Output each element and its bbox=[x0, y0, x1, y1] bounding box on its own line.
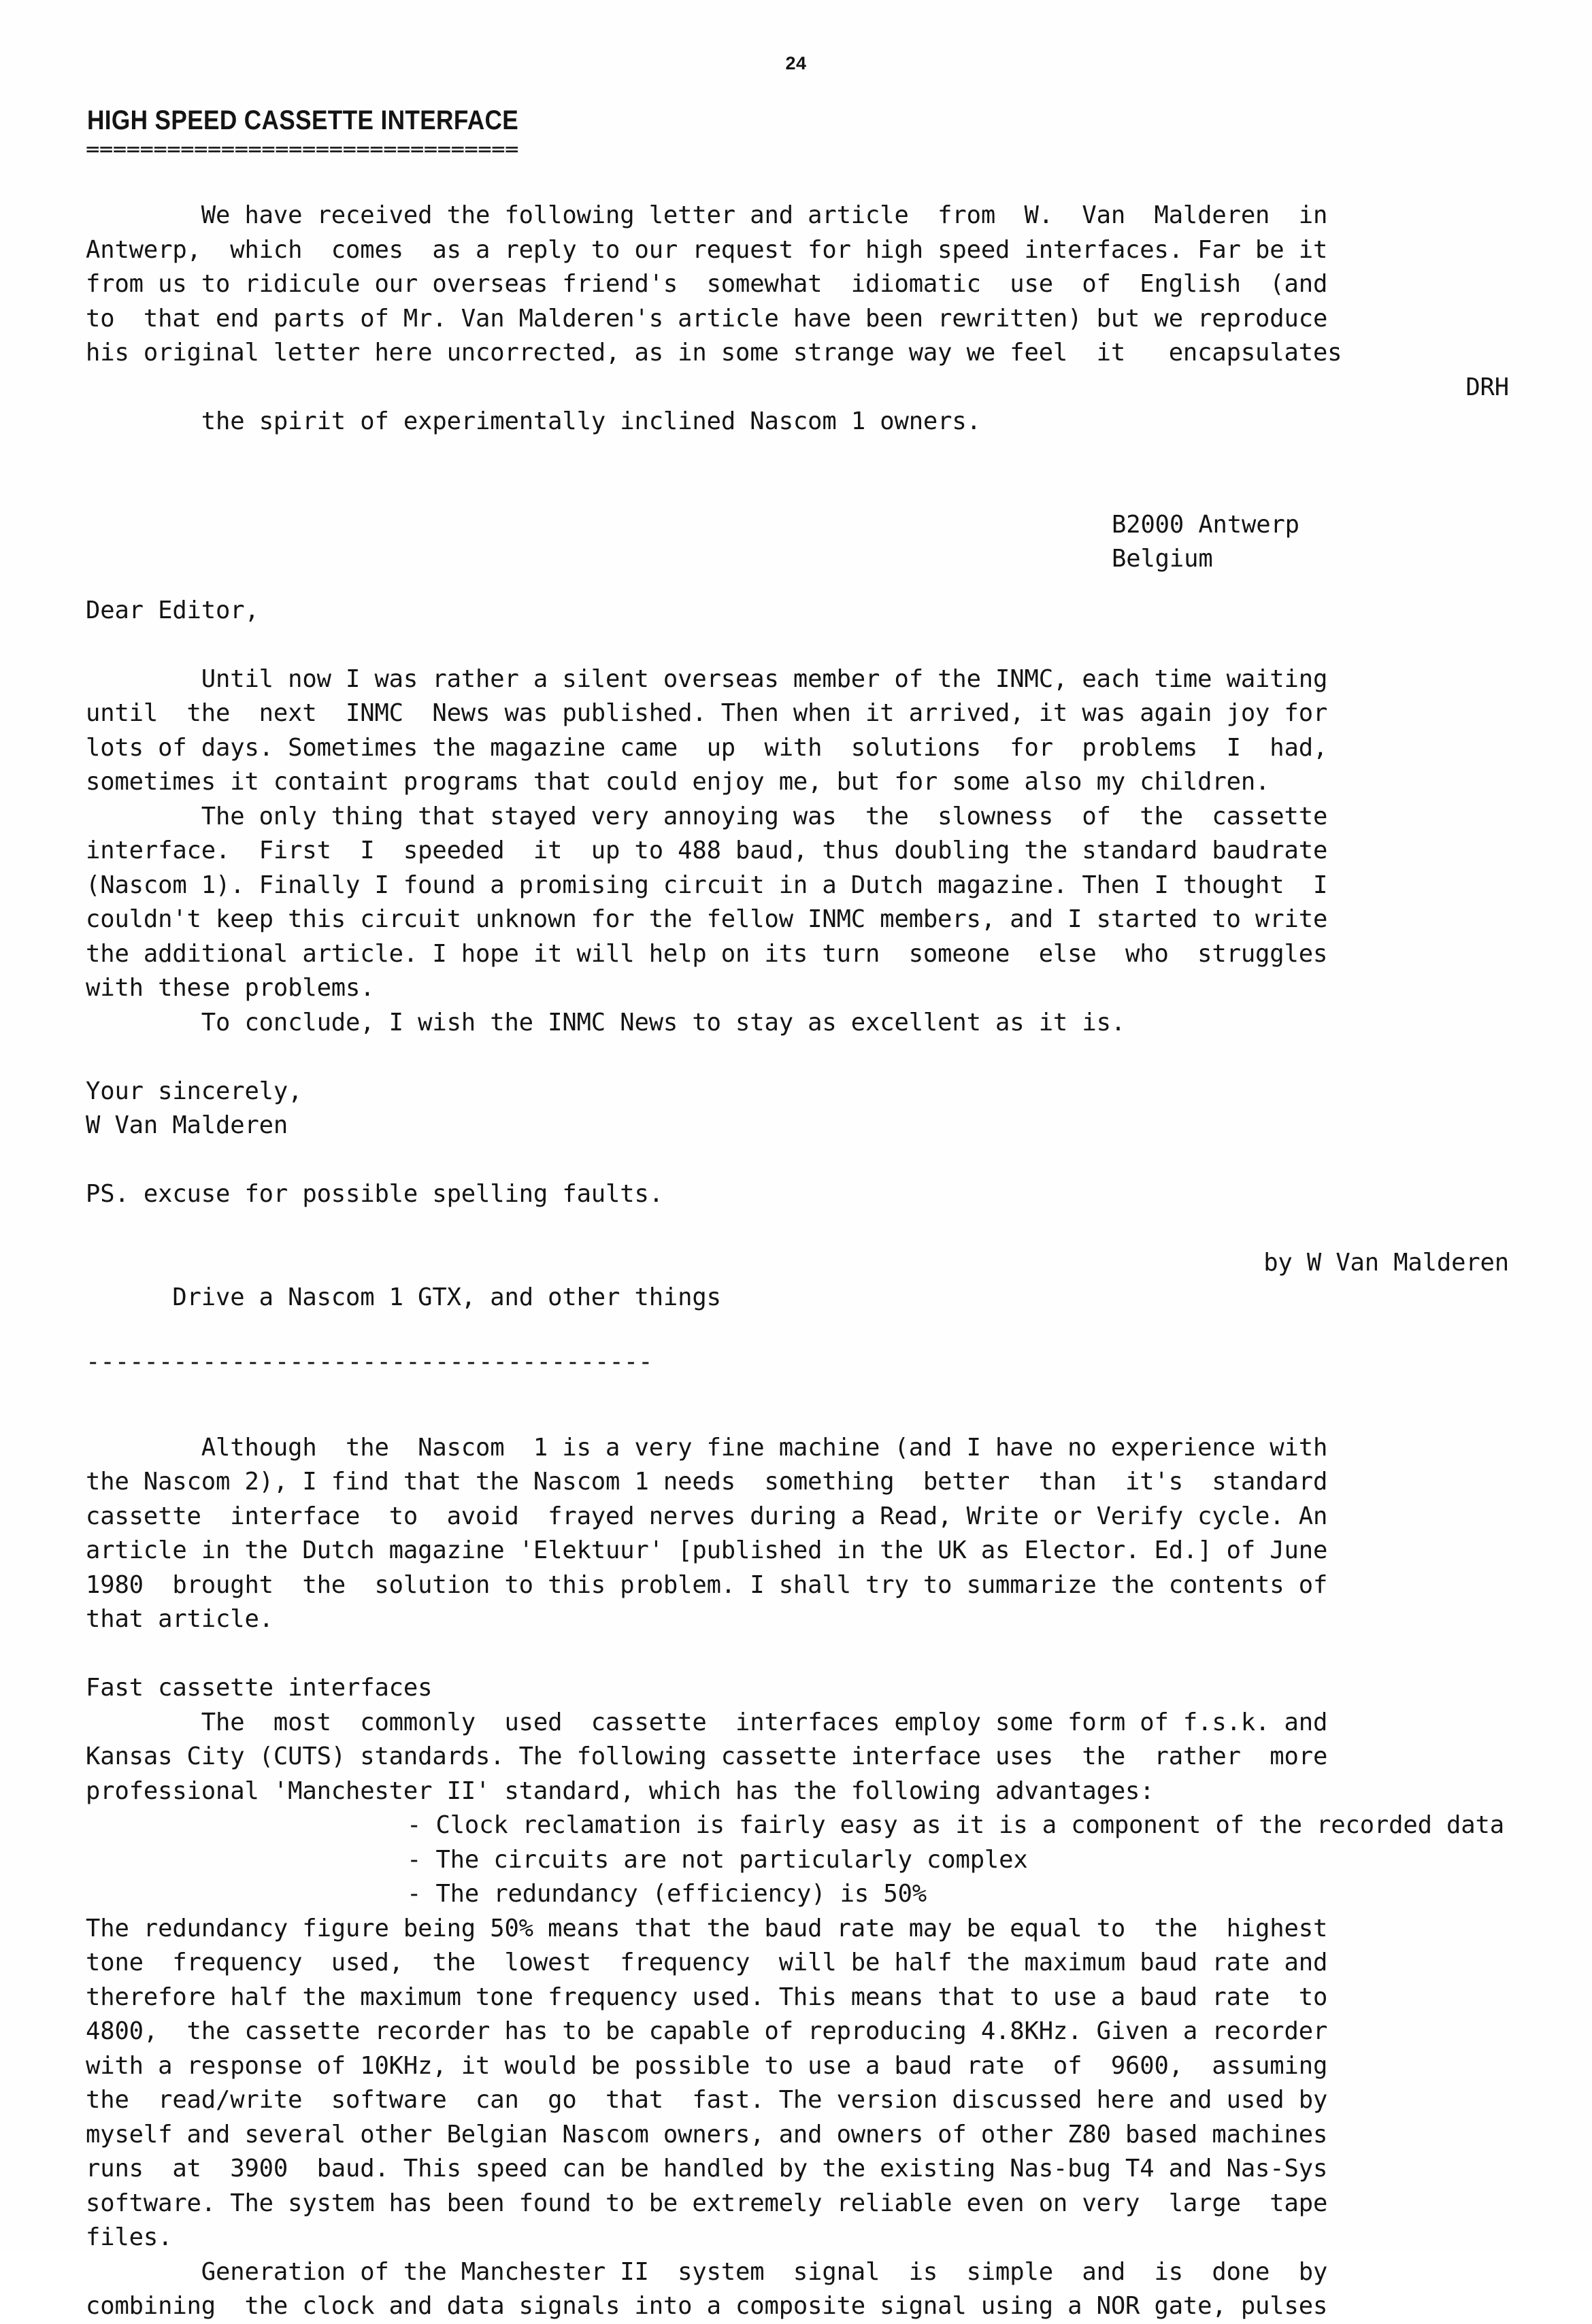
letter-line: interface. First I speeded it up to 488 baud, thus doubling the standard baudrate bbox=[86, 837, 1328, 864]
article-line: article in the Dutch magazine 'Elektuur' [published in the UK as Elector. Ed.] of June bbox=[86, 1536, 1328, 1564]
article-line: with a response of 10KHz, it would be possible to use a baud rate of 9600, assuming bbox=[86, 2051, 1328, 2080]
document-body bbox=[86, 199, 1509, 2324]
article-line: the read/write software can go that fast. The version discussed here and used by bbox=[86, 2086, 1328, 2114]
article-intro-paragraph bbox=[86, 1431, 1509, 1637]
article-line: professional 'Manchester II' standard, which has the following advantages: bbox=[86, 1776, 1155, 1805]
list-item: - Clock reclamation is fairly easy as it is a component of the recorded data bbox=[407, 1811, 1504, 1839]
article-section-body-a bbox=[86, 1706, 1509, 1809]
headline-divider: ================================ bbox=[86, 140, 518, 159]
section-heading: Fast cassette interfaces bbox=[86, 1674, 433, 1702]
letter-line: couldn't keep this circuit unknown for the fellow INMC members, and I started to write bbox=[86, 905, 1328, 933]
article-title: Drive a Nascom 1 GTX, and other things bbox=[172, 1283, 721, 1311]
letter-line: sometimes it containt programs that could enjoy me, but for some also my children. bbox=[86, 768, 1270, 796]
editorial-last-line-row bbox=[86, 371, 1509, 474]
spacer bbox=[86, 1040, 1509, 1075]
letter-line: The only thing that stayed very annoying was the slowness of the cassette bbox=[86, 802, 1328, 830]
signoff-name: W Van Malderen bbox=[86, 1111, 288, 1139]
list-item: - The redundancy (efficiency) is 50% bbox=[407, 1880, 927, 1908]
article-byline: by W Van Malderen bbox=[1263, 1249, 1509, 1277]
address-line-country: Belgium bbox=[1112, 545, 1213, 573]
letter-paragraph-2 bbox=[86, 800, 1509, 1006]
address-block bbox=[86, 508, 1509, 577]
letter-postscript: PS. excuse for possible spelling faults. bbox=[86, 1180, 663, 1208]
spacer bbox=[86, 1379, 1509, 1414]
letter-line: lots of days. Sometimes the magazine came up with solutions for problems I had, bbox=[86, 733, 1328, 762]
advantages-list bbox=[86, 1808, 1509, 1912]
letter-paragraph-1 bbox=[86, 662, 1509, 800]
article-line: The redundancy figure being 50% means that the baud rate may be equal to the highest bbox=[86, 1914, 1328, 1942]
spacer bbox=[86, 473, 1509, 508]
editor-initials: DRH bbox=[1465, 373, 1509, 401]
article-line: cassette interface to avoid frayed nerves during a Read, Write or Verify cycle. An bbox=[86, 1502, 1328, 1530]
article-line: therefore half the maximum tone frequency used. This means that to use a baud rate to bbox=[86, 1983, 1328, 2011]
spacer bbox=[86, 1637, 1509, 1672]
letter-salutation: Dear Editor, bbox=[86, 596, 259, 624]
spacer bbox=[86, 1143, 1509, 1178]
article-line: myself and several other Belgian Nascom owners, and owners of other Z80 based machines bbox=[86, 2120, 1328, 2149]
article-line: software. The system has been found to be extremely reliable even on very large tape bbox=[86, 2189, 1328, 2217]
page-title: HIGH SPEED CASSETTE INTERFACE bbox=[87, 105, 519, 135]
article-line: The most commonly used cassette interfaces employ some form of f.s.k. and bbox=[86, 1708, 1328, 1736]
letter-line: Until now I was rather a silent overseas member of the INMC, each time waiting bbox=[86, 664, 1328, 693]
article-line: that article. bbox=[86, 1605, 273, 1633]
letter-signoff bbox=[86, 1075, 1509, 1143]
page-number: 24 bbox=[785, 53, 807, 73]
article-line: 4800, the cassette recorder has to be capable of reproducing 4.8KHz. Given a recorder bbox=[86, 2017, 1328, 2045]
letter-line: (Nascom 1). Finally I found a promising circuit in a Dutch magazine. Then I thought I bbox=[86, 871, 1328, 899]
list-item: - The circuits are not particularly complex bbox=[407, 1845, 1028, 1874]
spacer bbox=[86, 628, 1509, 662]
editorial-line: to that end parts of Mr. Van Malderen's article have been rewritten) but we reproduce bbox=[86, 304, 1328, 333]
article-line: Generation of the Manchester II system signal is simple and is done by bbox=[86, 2257, 1328, 2286]
letter-paragraph-3: To conclude, I wish the INMC News to stay as excellent as it is. bbox=[86, 1008, 1126, 1037]
address-line-city: B2000 Antwerp bbox=[1112, 510, 1299, 539]
letter-line: until the next INMC News was published. Then when it arrived, it was again joy for bbox=[86, 699, 1328, 727]
article-title-row bbox=[86, 1246, 1509, 1349]
article-line: the Nascom 2), I find that the Nascom 1 needs something better than it's standard bbox=[86, 1468, 1328, 1496]
article-title-divider: --------------------------------------- bbox=[86, 1347, 653, 1376]
spacer bbox=[86, 1414, 1509, 1431]
article-section-body-b bbox=[86, 1912, 1509, 2255]
article-line: 1980 brought the solution to this problem. I shall try to summarize the contents of bbox=[86, 1570, 1328, 1599]
editorial-line: We have received the following letter and article from W. Van Malderen in bbox=[86, 201, 1328, 229]
editorial-paragraph bbox=[86, 199, 1509, 473]
article-line: Kansas City (CUTS) standards. The following cassette interface uses the rather more bbox=[86, 1742, 1328, 1770]
article-final-paragraph bbox=[86, 2255, 1509, 2324]
spacer bbox=[86, 1212, 1509, 1247]
article-line: runs at 3900 baud. This speed can be handled by the existing Nas-bug T4 and Nas-Sys bbox=[86, 2155, 1328, 2183]
article-line: tone frequency used, the lowest frequency will be half the maximum baud rate and bbox=[86, 1949, 1328, 1976]
editorial-line: the spirit of experimentally inclined Nascom 1 owners. bbox=[201, 407, 981, 435]
letter-line: with these problems. bbox=[86, 974, 375, 1002]
editorial-line: his original letter here uncorrected, as in some strange way we feel it encapsulates bbox=[86, 339, 1342, 367]
signoff-closing: Your sincerely, bbox=[86, 1077, 303, 1105]
editorial-line: from us to ridicule our overseas friend's somewhat idiomatic use of English (and bbox=[86, 270, 1328, 298]
letter-line: the additional article. I hope it will help on its turn someone else who struggles bbox=[86, 939, 1328, 968]
editorial-line: Antwerp, which comes as a reply to our request for high speed interfaces. Far be it bbox=[86, 235, 1328, 264]
article-line: files. bbox=[86, 2223, 173, 2251]
article-line: combining the clock and data signals into a composite signal using a NOR gate, pulses bbox=[86, 2292, 1328, 2320]
spacer bbox=[86, 577, 1509, 594]
article-line: Although the Nascom 1 is a very fine machine (and I have no experience with bbox=[86, 1433, 1328, 1462]
